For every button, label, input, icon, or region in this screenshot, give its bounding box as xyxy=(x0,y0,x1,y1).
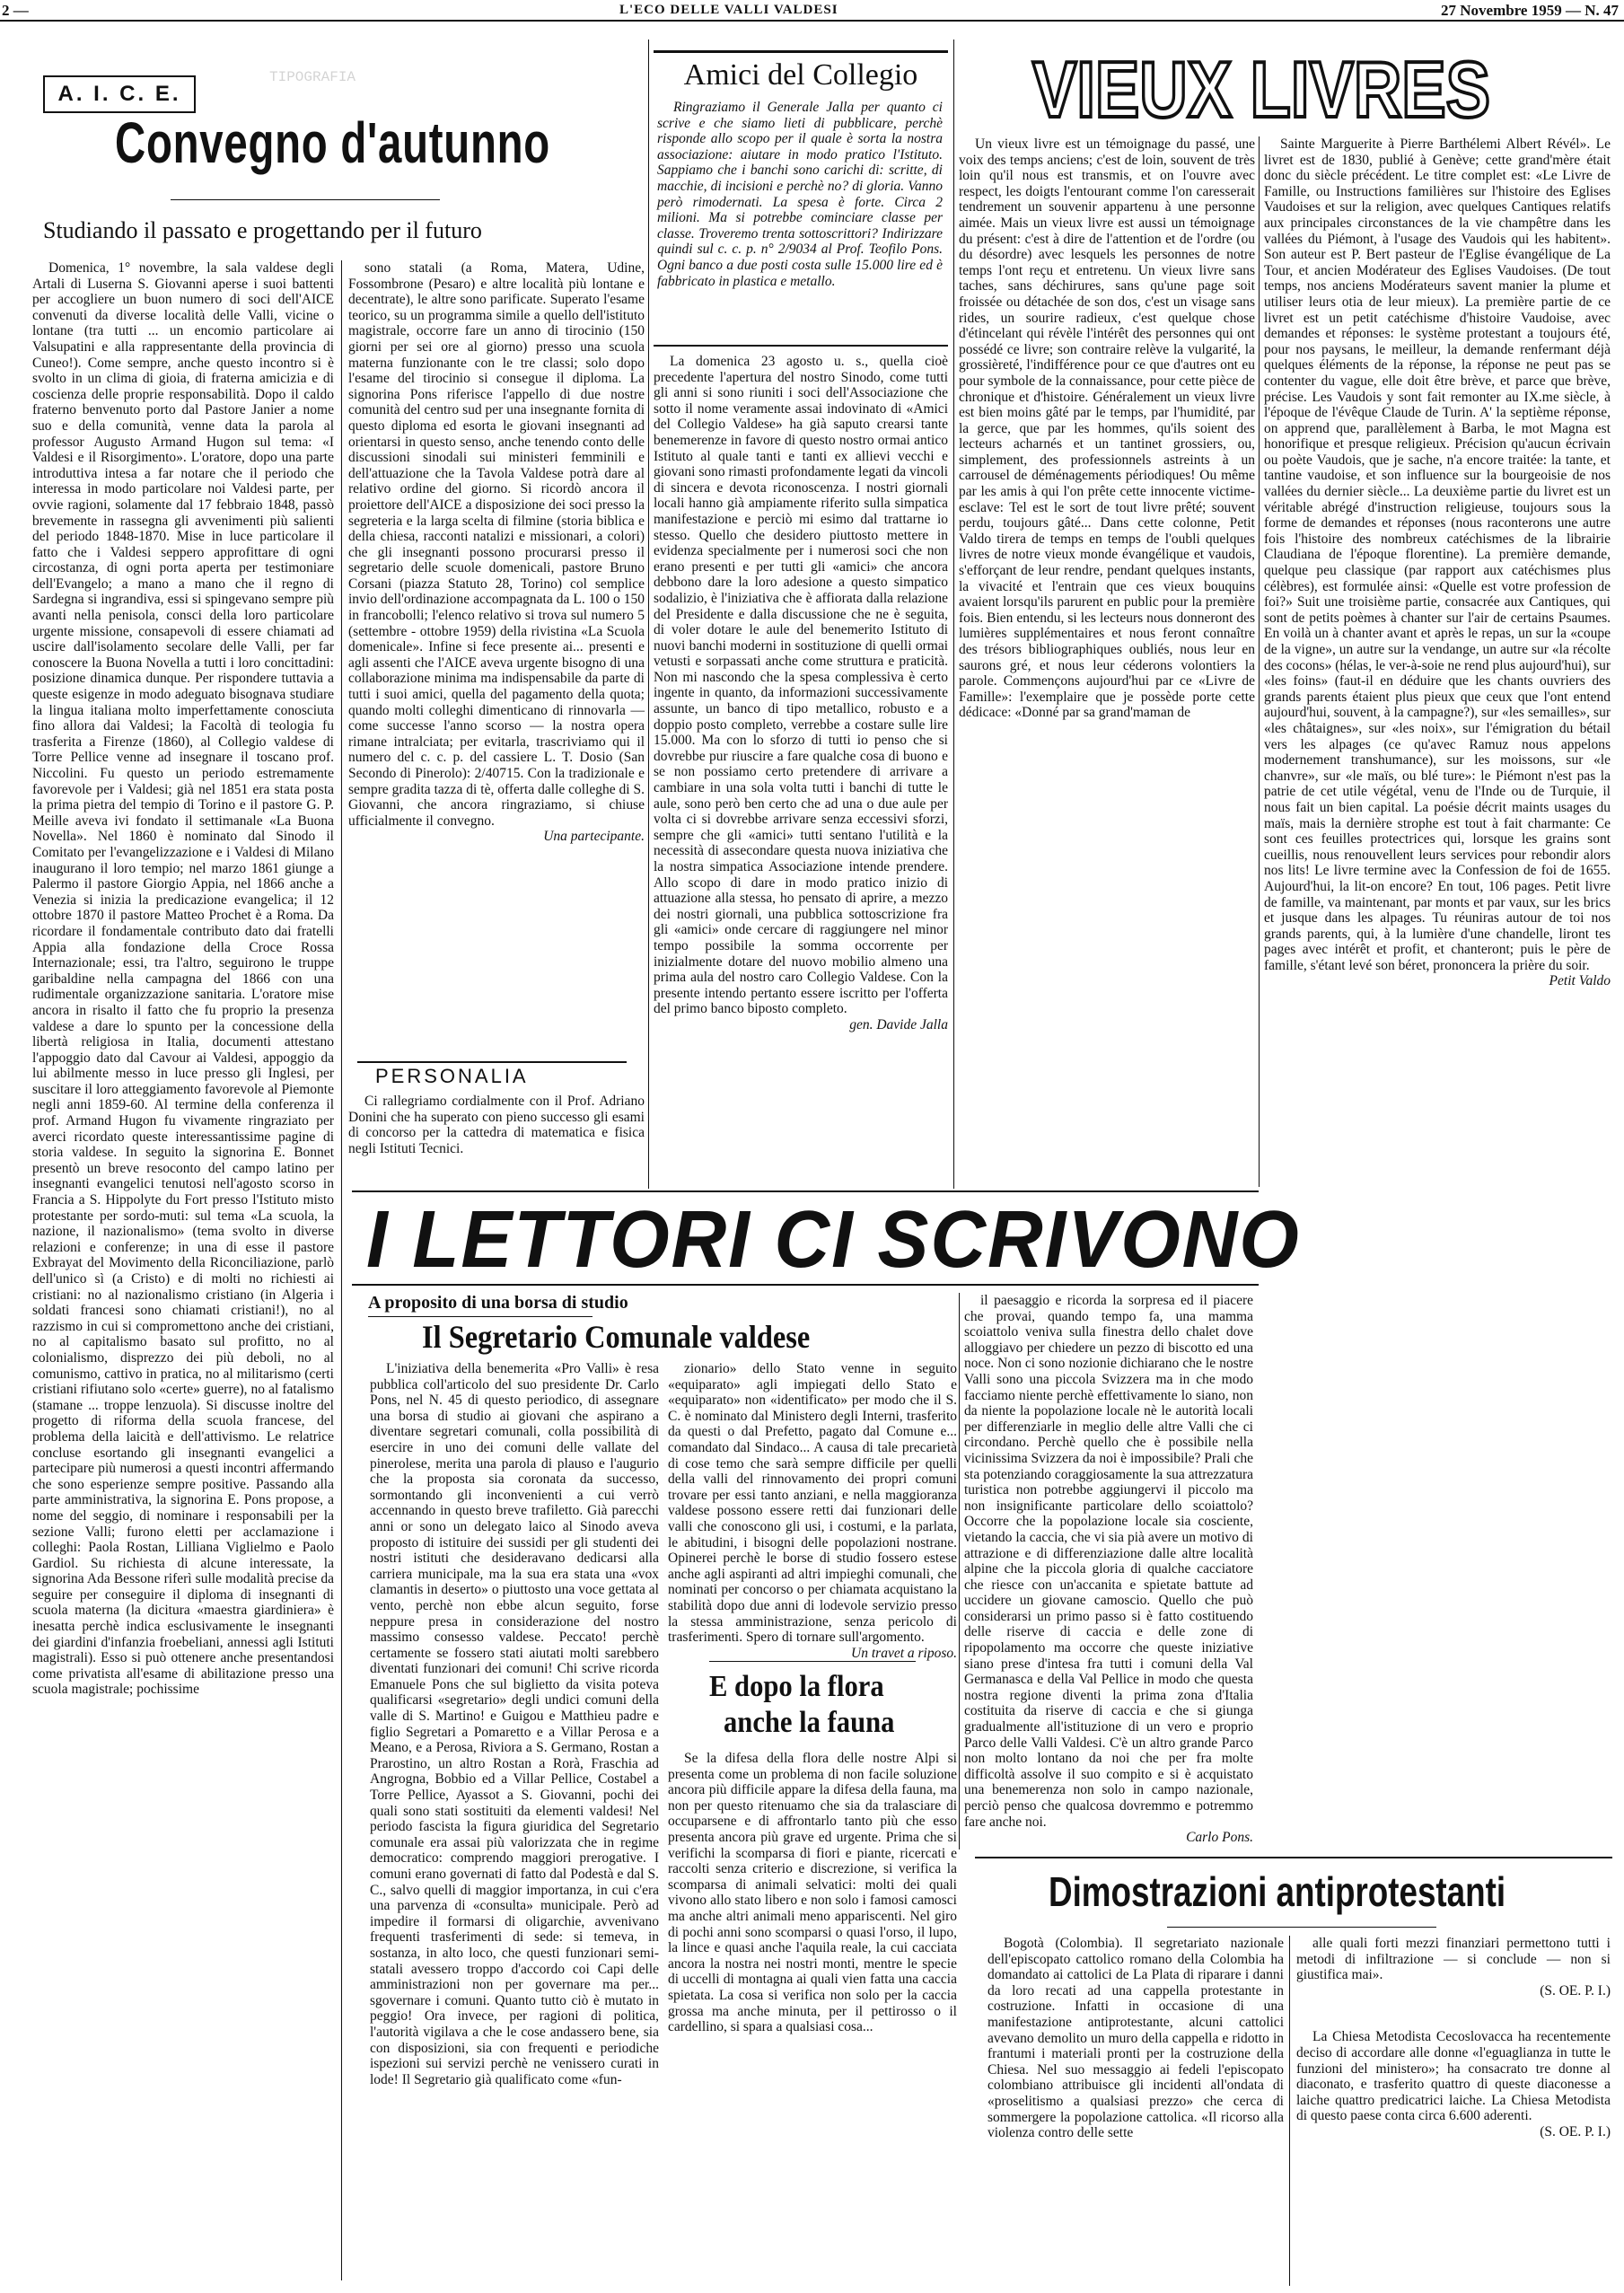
dimostrazioni-rule xyxy=(975,1857,1612,1858)
aice-title: Convegno d'autunno xyxy=(115,110,550,175)
lettori-body-3: il paesaggio e ricorda la sorpresa ed il piacere che provai, quando tempo fa, una mamma scoiattolo veniva sulla finestra dello chalet dove alloggiavo per chiedere un pezzo di biscotto ed una noce. Non ci sono nozionie dichiarano che le nostre Valli sono una piccola Svizzera ma in che modo facciamo niente perchè effettivamente lo siano, non da niente la popolazione locale nè le autorità locali per differenziarle in meglio delle altre Valli che ci circondano. Perchè quello che è possibile nella vicinissima Svizzera da noi è impossibile? Prali che sta potenziando coraggiosamente la sua attrezzatura turistica non potrebbe aggiungervi il piccolo ma non insignificante particolare dello scoiattolo? Occorre che la popolazione locale sia cosciente, vietando la caccia, che vi sia pià avere un motivo di attrazione e di differenziazione dalle altre località alpine che la piccola gloria di qualche cacciatore che riesce con un'accanita e spietate battute ad uccidere un giovane camoscio. Quello che può considerarsi un primo passo si è fatto costituendo delle riserve di caccia e delle zone di ripopolamento ma occorre che queste iniziative siano prese d'intesa fra tutti i comuni della Val Germanasca e della Val Pellice in modo che questa nostra regione diventi la prima zona d'Italia costituita da riserve di caccia e che si giunga gradualmente all'istituzione di un vero e proprio Parco delle Valli Valdesi. C'è un altro grande Parco non molto lontano da noi che per fra molte difficoltà assolve il suo compito e si è acquistato una benemerenza non solo in campo nazionale, perciò penso che qualcosa dovremmo e potremmo fare anche noi. xyxy=(964,1293,1253,1830)
dimostrazioni-column-1 xyxy=(988,1936,1284,2288)
aice-kicker: A. I. C. E. xyxy=(43,75,196,113)
column-rule xyxy=(648,40,649,1189)
vieux-body-2: Sainte Marguerite à Pierre Barthélemi Albert Révél». Le livret est de 1830, publié à Genève; cette grand'mère était donc du siècle précédent. Le titre complet est: «Le Livre de Famille, ou Instructions familières sur l'histoire des Eglises Vaudoises et sur la religion, avec quelques Cantiques relatifs aux principales circonstances de la vie champêtre dans les vallées du Piémont, à l'usage des Vaudois qui les habitent». Son auteur est P. Bert pasteur de l'Eglise évangélique de La Tour, et ancien Modérateur des Eglises Vaudoises. (De tout temps, nos anciens Modérateurs savent manier la plume et utiliser leurs otia de leur mieux). La première partie de ce livret est un petit catéchisme d'histoire Vaudoise, avec demandes et réponses: le système protestant a toujours été, pour nos paysans, le meilleur, la demande renfermant déjà quelques éléments de la réponse, la réponse ne peut pas se contenter du vague, elle doit être brève, et parce que brève, précise. Les Vaudois y sont fait remonter au IX.me siècle, à l'époque de l'évêque Claude de Turin. A' la septième réponse, on apprend que, parallèlement à Barba, le mot Magna est honorifique et presque religieux. Précision qu'aucun écrivain ou poète Vaudois, que je sache, n'a encore traitée: la tante, et tantine vaudoise, et son influence sur la bourgeoisie de nos vallées du dernier siècle... La deuxième partie du livret est un véritable abrégé d'instruction religieuse, toujours sous la forme de demandes et réponses (nous raconterons une autre fois l'histoire des nombreux catéchismes de la librairie Claudiana de l'époque florentine). La première demande, quelque peu classique (par rapport aux catéchismes plus célèbres), est formulée ainsi: «Quelle est votre profession de foi?» Suit une troisième partie, consacrée aux Cantiques, qui sont de petits poèmes à chanter sur l'air de certains Psaumes. En voilà un à chanter avant et après le repas, un sur la «coupe de la vigne», un autre sur la vendange, un autre sur «la récolte des cocons» (hélas, le ver-à-soie ne rend plus aujourd'hui), sur «les foins» (faut-il en déduire que les chants ouvriers des grands parents étaient plus pieux que ceux que l'ont entend aujourd'hui, souvent, à la campagne?), sur «les semailles», sur «les châtaignes», sur «les noix», sur l'émigration du bétail vers les alpages (ce qu'avec Ramuz nous appelons modernement transhumance), sur les moissons, sur «le chanvre», sur «le maïs, ou blé ture»: le Piémont n'est pas la patrie de cet utile végétal, venu de l'Inde ou de Turquie, il nous fait un bien capital. La poésie décrit maints usages du maïs, mais la dernière strophe est tout à fait charmante: Ce sont ces feuilles protectrices qui, lorsque les grains sont cueillis, nous renouvellent leurs services pour rebondir alors nos lits! Le livre termine avec la Confession de foi de 1655. Aujourd'hui, la lit-on encore? En tout, 106 pages. Petit livre de famille, va maintenant, par monts et par vaux, sur les brics et jusque dans les alpages. Tu réuniras autour de toi nos grands parents, qui, à la lumière d'une chandelle, liront tes pages avec intérêt et profit, et chanteront; puis le père de famille, s'étant levé son béret, prononcera la prière du soir. xyxy=(1264,136,1611,973)
aice-column-1 xyxy=(32,260,334,2285)
lettori-signature-1: Un travet a riposo. xyxy=(851,1645,957,1661)
vieux-title-art xyxy=(1032,43,1499,133)
flora-title-2: anche la fauna xyxy=(724,1706,895,1739)
column-rule xyxy=(1259,136,1260,1187)
personalia-title: PERSONALIA xyxy=(375,1065,529,1087)
column-rule xyxy=(1289,1936,1290,2286)
aice-body-1: Domenica, 1° novembre, la sala valdese degli Artali di Luserna S. Giovanni aperse i suoi battenti per accogliere un buon numero di soci dell'AICE convenuti da diverse località delle Valli, vicine o lontane (tra tutti ... un encomio particolare ai Valsupatini e alla rappresentante della provincia di Cuneo!). Come sempre, anche questo incontro si è svolto in un clima di gioia, di fraterna amicizia e di coscienza delle proprie responsabilità. Dopo il caldo fraterno benvenuto porto dal Pastore Janier a nome suo e della comunità, venne data la parola al professor Augusto Armand Hugon sul tema: «I Valdesi e il Risorgimento». L'oratore, dopo una parte introduttiva intesa a far notare che il periodo che interessa in modo particolare noi Valdesi parte, per ovvie ragioni, solamente dal 17 febbraio 1848, passò brevemente in rassegna gli avvenimenti più salienti del periodo 1848-1870. Mise in luce particolare il fatto che i Valdesi seppero approfittare di ogni circostanza, di ogni porta aperta per testimoniare dell'Evangelo; a mano a mano che il regno di Sardegna si ingrandiva, essi si spingevano sempre più avanti nella penisola, consci della loro particolare urgente missione, consapevoli di essere chiamati ad uscire dall'isolamento secolare delle Valli, per far conoscere la Buona Novella a tutti i loro concittadini: posizione dinamica dunque. Per rispondere tuttavia a queste esigenze in modo adeguato bisognava studiare la lingua italiana molto imperfettamente conosciuta fino allora dai Valdesi; la Facoltà di teologia fu trasferita a Firenze (1860), al Collegio valdese di Torre Pellice venne ad insegnare il toscano prof. Niccolini. Fu questo un periodo estremamente favorevole per i Valdesi; già nel 1851 era stata posta la prima pietra del tempio di Torino e il pastore G. P. Meille aveva ivi fondato il settimanale «La Buona Novella». Nel 1860 è nominato dal Sinodo il Comitato per l'evangelizzazione e i Valdesi di Milano inaugurano il loro tempio; nel marzo 1861 giunge a Palermo il pastore Giorgio Appia, nel 1866 anche a Venezia si inizia la predicazione evangelica; il 12 ottobre 1870 il pastore Matteo Prochet è a Roma. Da ricordare il fondamentale contributo dato dai fratelli Appia alla fondazione della Croce Rossa Internazionale; essi, tra l'altro, seguirono le truppe garibaldine nella campagna del 1866 con una rudimentale organizzazione sanitaria. L'oratore mise ancora in risalto il fatto che fu proprio la presenza valdese a dare lo spunto per la concessione della libertà religiosa in Italia, documenti attestano l'appoggio dato dal Cavour ai Valdesi, appoggio da lui abilmente messo in luce presso gli Inglesi, per suscitare il loro atteggiamento favorevole al Piemonte negli anni 1859-60. Al termine della conferenza il prof. Armand Hugon fu vivamente ringraziato per averci ricordato queste interessantissime pagine di storia valdese. In seguito la signorina E. Bonnet presentò un breve resoconto del campo latino per insegnanti evangelici tenutosi nell'agosto scorso in Francia a S. Hippolyte du Fort presso l'Istituto misto protestante per sordo-muti: sul tema «La scuola, la nazione, il nazionalismo» (tema svolto in diverse relazioni e conferenze; in una di esse il pastore Exbrayat del Movimento della Riconciliazione, parlò dell'unico sì (a Cristo) e di molti no richiesti ai cristiani: no al nazionalismo cristiano (in Algeria i soldati francesi sono chiamati cristiani!), no al razzismo in cui si compromettono anche dei cristiani, no al capitalismo basato sul profitto, no al colonialismo, disprezzo dei più deboli, no al comunismo, cattivo in pratica, no al militarismo (certi cristiani rifiutano solo «certe» guerre), no al fatalismo (stamane ... troppe lenzuola). Si discusse inoltre del progetto di riforma della scuola francese, del problema della laicità e dell'attivismo. Le relatrice concluse esortando gli insegnanti evangelici a partecipare più numerosi a questi incontri affermando che sono esperienze sempre positive. Passando alla parte amministrativa, la signorina E. Pons propose, a nome del seggio, di nominare i responsabili per la sezione Valli; furono eletti per acclamazione i colleghi: Paola Rostan, Lilliana Viglielmo e Paolo Gardiol. Su richiesta di alcune interessate, la signorina Ada Bessone riferì sulle modalità precise da seguire per conseguire il diploma di insegnanti di scuola materna (la dicitura «maestra giardiniera» è inesatta perchè indica esclusivamente le insegnanti dei giardini d'infanzia froebeliani, annessi agli Istituti magistrali). Esso si può ottenere anche presentandosi come privatista all'esame di abilitazione presso una scuola magistrale; pochissime xyxy=(32,260,334,1698)
flora-title-1: E dopo la flora xyxy=(709,1670,884,1703)
dimostrazioni-body-2b: La Chiesa Metodista Cecoslovacca ha recentemente deciso di accordare alle donne «l'eguaglianza in tutte le funzioni del ministero»; ha consacrato tre donne al diaconato, e trasferito quattro di queste diaconesse a laiche quattro predicatrici laiche. La Chiesa Metodista di questo paese conta circa 6.600 aderenti. xyxy=(1296,2029,1611,2124)
amici-body: La domenica 23 agosto u. s., quella cioè precedente l'apertura del nostro Sinodo, come tutti gli anni si sono riuniti i soci dell'Associazione che sotto il nome veramente assai indovinato di «Amici del Collegio Valdese» ha già saputo crearsi tante benemerenze in favore di questo nostro ormai antico Istituto al quale tanti e tanti ex allievi vecchi e giovani sono rimasti profondamente legati da vincoli di sincera e devota riconoscenza. I nostri giornali locali hanno già ampiamente riferito sulla simpatica manifestazione e perciò mi esimo dal trattarne io stesso. Quello che desidero piuttosto mettere in evidenza specialmente per i numerosi soci che non erano presenti e per tutti gli «amici» che ancora debbono dare la loro adesione a questo simpatico sodalizio, è l'iniziativa che è affiorata dalla relazione del Presidente e dalla discussione che ne è seguita, di voler dotare le aule del benemerito Istituto di nuovi banchi moderni in sostituzione di quelli ormai vetusti e sorpassati anche come struttura e praticità. Non mi nascondo che la spesa complessiva è certo ingente in quanto, da informazioni successivamente assunte, un banco di tipo metallico, robusto e a doppio posto completo, verrebbe a costare sulle lire 15.000. Ma con lo sforzo di tutti io penso che si dovrebbe pur riuscire a fare qualche cosa di buono e se non possiamo certo pretendere di arrivare a cambiare in una sola volta tutti i banchi di tutte le aule, sono però ben certo che ad una o due aule per volta ci si dovrebbe arrivare senza eccessivi sforzi, sempre che gli «amici» tutti sentano l'utilità e la necessità di assecondare questa nuova iniziativa che la nostra simpatica Associazione intende prendere. Allo scopo di dare in modo pratico inizio di attuazione alla stessa, ho pensato di aprire, a mezzo dei nostri giornali, una pubblica sottoscrizione fra gli «amici» onde cercare di raggiungere nel minor tempo possibile la somma occorrente per inizialmente dotare del nuovo mobilio almeno una prima aula del nostro caro Collegio Valdese. Con la presente intendo pertanto essere iscritto per l'offerta del primo banco biposto completo. xyxy=(654,354,949,1017)
lettori-kicker: A proposito di una borsa di studio xyxy=(368,1293,628,1313)
vieux-column-1 xyxy=(959,136,1255,1182)
lettori-column-1 xyxy=(370,1361,659,2286)
dimostrazioni-source-1: (S. OE. P. I.) xyxy=(1540,1982,1611,1999)
lettori-headline: Il Segretario Comunale valdese xyxy=(422,1319,811,1355)
flora-column xyxy=(668,1751,957,2286)
aice-subtitle: Studiando il passato e progettando per il futuro xyxy=(43,217,482,243)
dimostrazioni-body-2a: alle quali forti mezzi finanziari permettono tutti i metodi di infiltrazione — si conclude — non si giustifica mai». xyxy=(1296,1936,1611,1983)
issue-date: 27 Novembre 1959 — N. 47 xyxy=(1441,2,1619,19)
aice-signature: Una partecipante. xyxy=(543,829,645,845)
flora-rule xyxy=(709,1661,916,1662)
faded-stamp: TIPOGRAFIA xyxy=(269,69,356,85)
dimostrazioni-column-2 xyxy=(1296,1936,1611,2288)
aice-column-2 xyxy=(348,260,645,1050)
page-number: 2 — xyxy=(2,2,29,19)
amici-title: Amici del Collegio xyxy=(683,58,918,92)
dimostrazioni-title-rule xyxy=(1167,1927,1436,1928)
dimostrazioni-body-1: Bogotà (Colombia). Il segretariato nazionale dell'episcopato cattolico romano della Colombia ha domandato ai cattolici de La Plata di riparare i danni da loro recati ad una cappella protestante in costruzione. Infatti in occasione di una manifestazione antiprotestante, alcuni cattolici avevano demolito un muro della cappella e ridotto in frantumi i materiali pronti per la costruzione della Chiesa. Nel suo messaggio ai fedeli l'episcopato colombiano attribuisce gli incidenti all'ondata di «proselitismo a qualsiasi prezzo» che cerca di sommergere la popolazione cattolica. «Il ricorso alla violenza contro delle sette xyxy=(988,1936,1284,2141)
vieux-title xyxy=(1032,43,1499,133)
amici-intro-text: Ringraziamo il Generale Jalla per quanto ci scrive e che siamo lieti di pubblicare, perchè risponde allo scopo per il quale è sorta la nostra associazione: aiutare in modo pratico l'Istituto. Sappiamo che i banchi sono carichi di: scritte, di macchie, di incisioni e perchè no? di gloria. Vanno però rimodernati. La spesa è forte. Circa 2 milioni. Ma si potrebbe cominciare classe per classe. Troveremo trenta sottoscrittori? Indirizzare quindi sul c. c. p. n° 2/9034 al Prof. Teofilo Pons. Ogni banco a due posti costa sulle 15.000 lire ed è fabbricato in plastica e metallo. xyxy=(657,100,943,289)
lettori-signature-2: Carlo Pons. xyxy=(1186,1830,1253,1846)
lettori-body-2: zionario» dello Stato venne in seguito «equiparato» agli impiegati dello Stato e «equiparato» non «identificato» per modo che il S. C. è nominato dal Ministero degli Interni, trasferito da questi o dal Prefetto, pagato dal Comune e... comandato dal Sindaco... A causa di tale precarietà di cose temo che sarà sempre difficile per quelli della valli del rinnovamento dei propri comuni trovare per essi tanto anziani, e nella maggioranza valdese possono essere retti dai funzionari delle valli che conoscono gli usi, i costumi, e la parlata, le abitudini, i bisogni delle popolazioni nostrane. Opinerei perchè le borse di studio fossero estese anche agli aspiranti ad altri impieghi comunali, che nominati per concorso o per chiamata acquistano la stabilità dopo due anni di lodevole servizio presso la stessa amministrazione, senza pericolo di trasferimenti. Spero di tornare sull'argomento. xyxy=(668,1361,957,1646)
lettori-title: I LETTORI CI SCRIVONO xyxy=(366,1195,1301,1285)
column-rule xyxy=(953,40,954,1189)
aice-title-rule xyxy=(171,199,440,200)
column-rule xyxy=(341,260,342,2280)
flora-body: Se la difesa della flora delle nostre Alpi si presenta come un problema di non facile soluzione ancora più difficile appare la difesa della fauna, ma non per questo ritenuamo che sia da tralasciare di occuparsene e di affrontarlo tanto più che esso presenta ancora più grave ed urgente. Prima che si verifichi la scomparsa di fiori e piante, ricercati e raccolti senza criterio e discrezione, si verifica la scomparsa di animali selvatici: molti dei quali vivono allo stato libero e non solo i famosi camosci ma anche altri animali meno appariscenti. Nel giro di pochi anni sono scomparsi o quasi l'orso, il lupo, la lince e quasi anche l'aquila reale, la cui cacciata ancora la nostra nei nostri monti, mentre le specie di uccelli di montagna ai quali vien fatta una caccia spietata. La cosa si verifica non solo per la caccia grossa ma anche minuta, per il pettirosso o il cardellino, si spara a qualsiasi cosa... xyxy=(668,1751,957,2035)
personalia-box xyxy=(348,1094,645,1183)
amici-column xyxy=(654,354,948,1187)
page-header xyxy=(0,0,1624,22)
personalia-text: Ci rallegriamo cordialmente con il Prof. Adriano Donini che ha superato con pieno successo gli esami di concorso per la cattedra di matematica e fisica negli Istituti Tecnici. xyxy=(348,1094,645,1156)
dimostrazioni-source-2: (S. OE. P. I.) xyxy=(1540,2123,1611,2139)
lettori-kicker-rule xyxy=(368,1316,593,1317)
lettori-column-3 xyxy=(964,1293,1253,1846)
amici-signature: gen. Davide Jalla xyxy=(849,1016,948,1032)
lettori-body-1: L'iniziativa della benemerita «Pro Valli» è resa pubblica coll'articolo del suo presidente Dr. Carlo Pons, nel N. 45 di questo periodico, di assegnare una borsa di studio ai giovani che aspirano a diventare segretari comunali, colla possibilità di esercire in uno dei comuni delle vallate del pinerolese, merita una parola di plauso e l'augurio che la proposta sia coronata da successo, sormontando gli inconvenienti a cui verrò accennando in questo breve trafiletto. Già parecchi anni or sono un delegato laico al Sinodo aveva proposto di istituire dei sussidi per gli studenti dei nostri istituti che desideravano dedicarsi alla carriera municipale, ma la sua era stata una «vox clamantis in deserto» o piuttosto una voce gettata al vento, perchè non ebbe alcun seguito, forse neppure presa in considerazione del nostro massimo consesso valdese. Peccato! perchè certamente se fossero stati aiutati molti sarebbero diventati funzionari dei comuni! Chi scrive ricorda Emanuele Pons che sul biglietto da visita poteva qualificarsi «segretario» degli undici comuni della valle di S. Martino! e Guigou e Matthieu padre e figlio Segretari a Pomaretto e a Villar Perosa e a Meano, e a Perosa, Riviora a S. Germano, Rostan a Prarostino, un altro Rostan a Rorà, Fraschia ad Angrogna, Bobbio ed a Villar Pellice, Costabel a Torre Pellice, Ayassot a S. Giovanni, pochi dei quali sono stati sostituiti da elementi valdesi! Nel periodo fascista la figura giuridica del Segretario comunale era assai più valorizzata che in regime democratico: comprendo maggiori prerogative. I comuni erano governati di fatto dal Podestà e dal S. C., salvo quelli di maggior importanza, in cui c'era una parvenza di «consulta» municipale. Però ad impedire il formarsi di oligarchie, avvenivano frequenti trasferimenti di sede: si temeva, in sostanza, in alto loco, che questi funzionari semi-statali avessero troppo d'accordo coi Capi delle amministrazioni non per governare ma per... sgovernare i comuni. Quanto tutto ciò è mutato in peggio! Ora invece, per ragioni di politica, l'autorità vigilava a che le cose andassero bene, sia con disposizioni, sia con frequenti e periodiche ispezioni sui servizi perchè ne venissero curati in lode! Il Segretario già qualificato come «fun- xyxy=(370,1361,659,2087)
vieux-body-1: Un vieux livre est un témoignage du passé, une voix des temps anciens; c'est de loin, souvent de très loin qu'il nous est transmis, et on l'ouvre avec respect, les doigts l'entourant comme l'on caresserait tendrement un souvenir appartenu à une personne aimée. Mais un vieux livre est aussi un témoignage du présent: c'est à dire de l'attention et de l'ordre (ou du désordre) avec lesquels les personnes de notre temps l'ont reçu et entretenu. Un vieux livre sans taches, sans déchirures, sans qu'une page soit froissée ou détachée de son dos, c'est un visage sans rides, un sourire radieux, c'est quelque chose d'étincelant qui révèle l'intérêt des personnes qui ont possédé ce livre; son contraire relève la vulgarité, la grossièreté, l'indifférence pour ce que d'autres ont eu pour symbole de la connaissance, pour cette pièce de chronique et d'histoire. Généralement un vieux livre est bien moins gâté par le temps, par l'humidité, par la gerce, que par les hommes, qu'ils soient des lecteurs acharnés et un tantinet grossiers, ou, simplement, des professionnels astreints à un carrousel de déménagements périodiques! Ou même par les amis à qui l'on prête cette innocente victime-esclave: Tel est le sort de tout livre prêté; souvent perdu, toujours gâté... Dans cette colonne, Petit Valdo tirera de temps en temps de l'oubli quelques livres de notre vieux monde évangélique et vaudois, s'efforçant de leur rendre, pendant quelques instants, la vivacité et l'entrain que ces vieux bouquins avaient lorsqu'ils parurent en public pour la première fois. Bien entendu, si les lecteurs nous donneront des lumières supplémentaires et nous feront connaître des trésors bibliographiques oubliés, nous leur en saurons gré, et nous leur céderons volontiers la parole. Commençons aujourd'hui par ce «Livre de Famille»: l'exemplaire que je possède porte cette dédicace: «Donné par sa grand'maman de xyxy=(959,136,1255,721)
dimostrazioni-title: Dimostrazioni antiprotestanti xyxy=(1049,1868,1506,1915)
lettori-top-rule xyxy=(352,1190,1259,1192)
personalia-rule xyxy=(357,1061,627,1063)
vieux-column-2 xyxy=(1264,136,1611,1939)
vieux-title-text: VIEUX LIVRES xyxy=(1032,45,1490,134)
amici-intro xyxy=(657,100,943,346)
lettori-column-2 xyxy=(668,1361,957,1661)
lettori-title-rule xyxy=(352,1284,1259,1286)
amici-box xyxy=(654,50,948,347)
aice-body-2: sono statali (a Roma, Matera, Udine, Fossombrone (Pesaro) e altre località più lontane e decentrate), le altre sono parificate. Superato l'esame teorico, su un programma simile a quello dell'istituto magistrale, occorre fare un anno di tirocinio (150 giorni per sei ore al giorno) presso una scuola materna funzionante con le tre classi; solo dopo l'esame del tirocinio si consegue il diploma. La signorina Pons riferisce l'appello di due nostre comunità del centro sud per una insegnante fornita di questo diploma ed esorta le giovani insegnanti ad orientarsi in questo senso, anche tenendo conto delle discussioni sinodali sui ministeri femminili e dell'attuazione che la Tavola Valdese potrà dare al relativo ordine del giorno. Si ricordò ancora il proiettore dell'AICE a disposizione dei soci presso la segreteria e la larga scelta di filmine (storia biblica e della chiesa, racconti natalizi e missionari, a colori) che gli insegnanti possono procurarsi presso il segretario delle scuole domenicali, pastore Bruno Corsani (piazza Statuto 28, Torino) col semplice invio dell'ordinazione accompagnata da L. 100 o 150 in francobolli; l'elenco relativo si trova sul numero 5 (settembre - ottobre 1959) della rivistina «La Scuola domenicale». Infine si fece presente ai... presenti e agli assenti che l'AICE aveva urgente bisogno di una collaborazione minima ma indispensabile da parte di tutti i suoi amici, quella del pagamento della quota; quando molti colleghi dimenticano di rinnovarla — come successe l'anno scorso — la nostra opera rimane intralciata; per evitarla, trascriviamo qui il numero del c. c. p. del cassiere L. T. Dosio (San Secondo di Pinerolo): 2/40715. Con la tradizionale e sempre gradita tazza di tè, offerta dalle colleghe di S. Giovanni, che ancora ringraziamo, si chiuse ufficialmente il convegno. xyxy=(348,260,645,829)
masthead: L'ECO DELLE VALLI VALDESI xyxy=(619,3,838,17)
vieux-signature: Petit Valdo xyxy=(1549,973,1611,989)
column-rule xyxy=(959,1293,960,1849)
